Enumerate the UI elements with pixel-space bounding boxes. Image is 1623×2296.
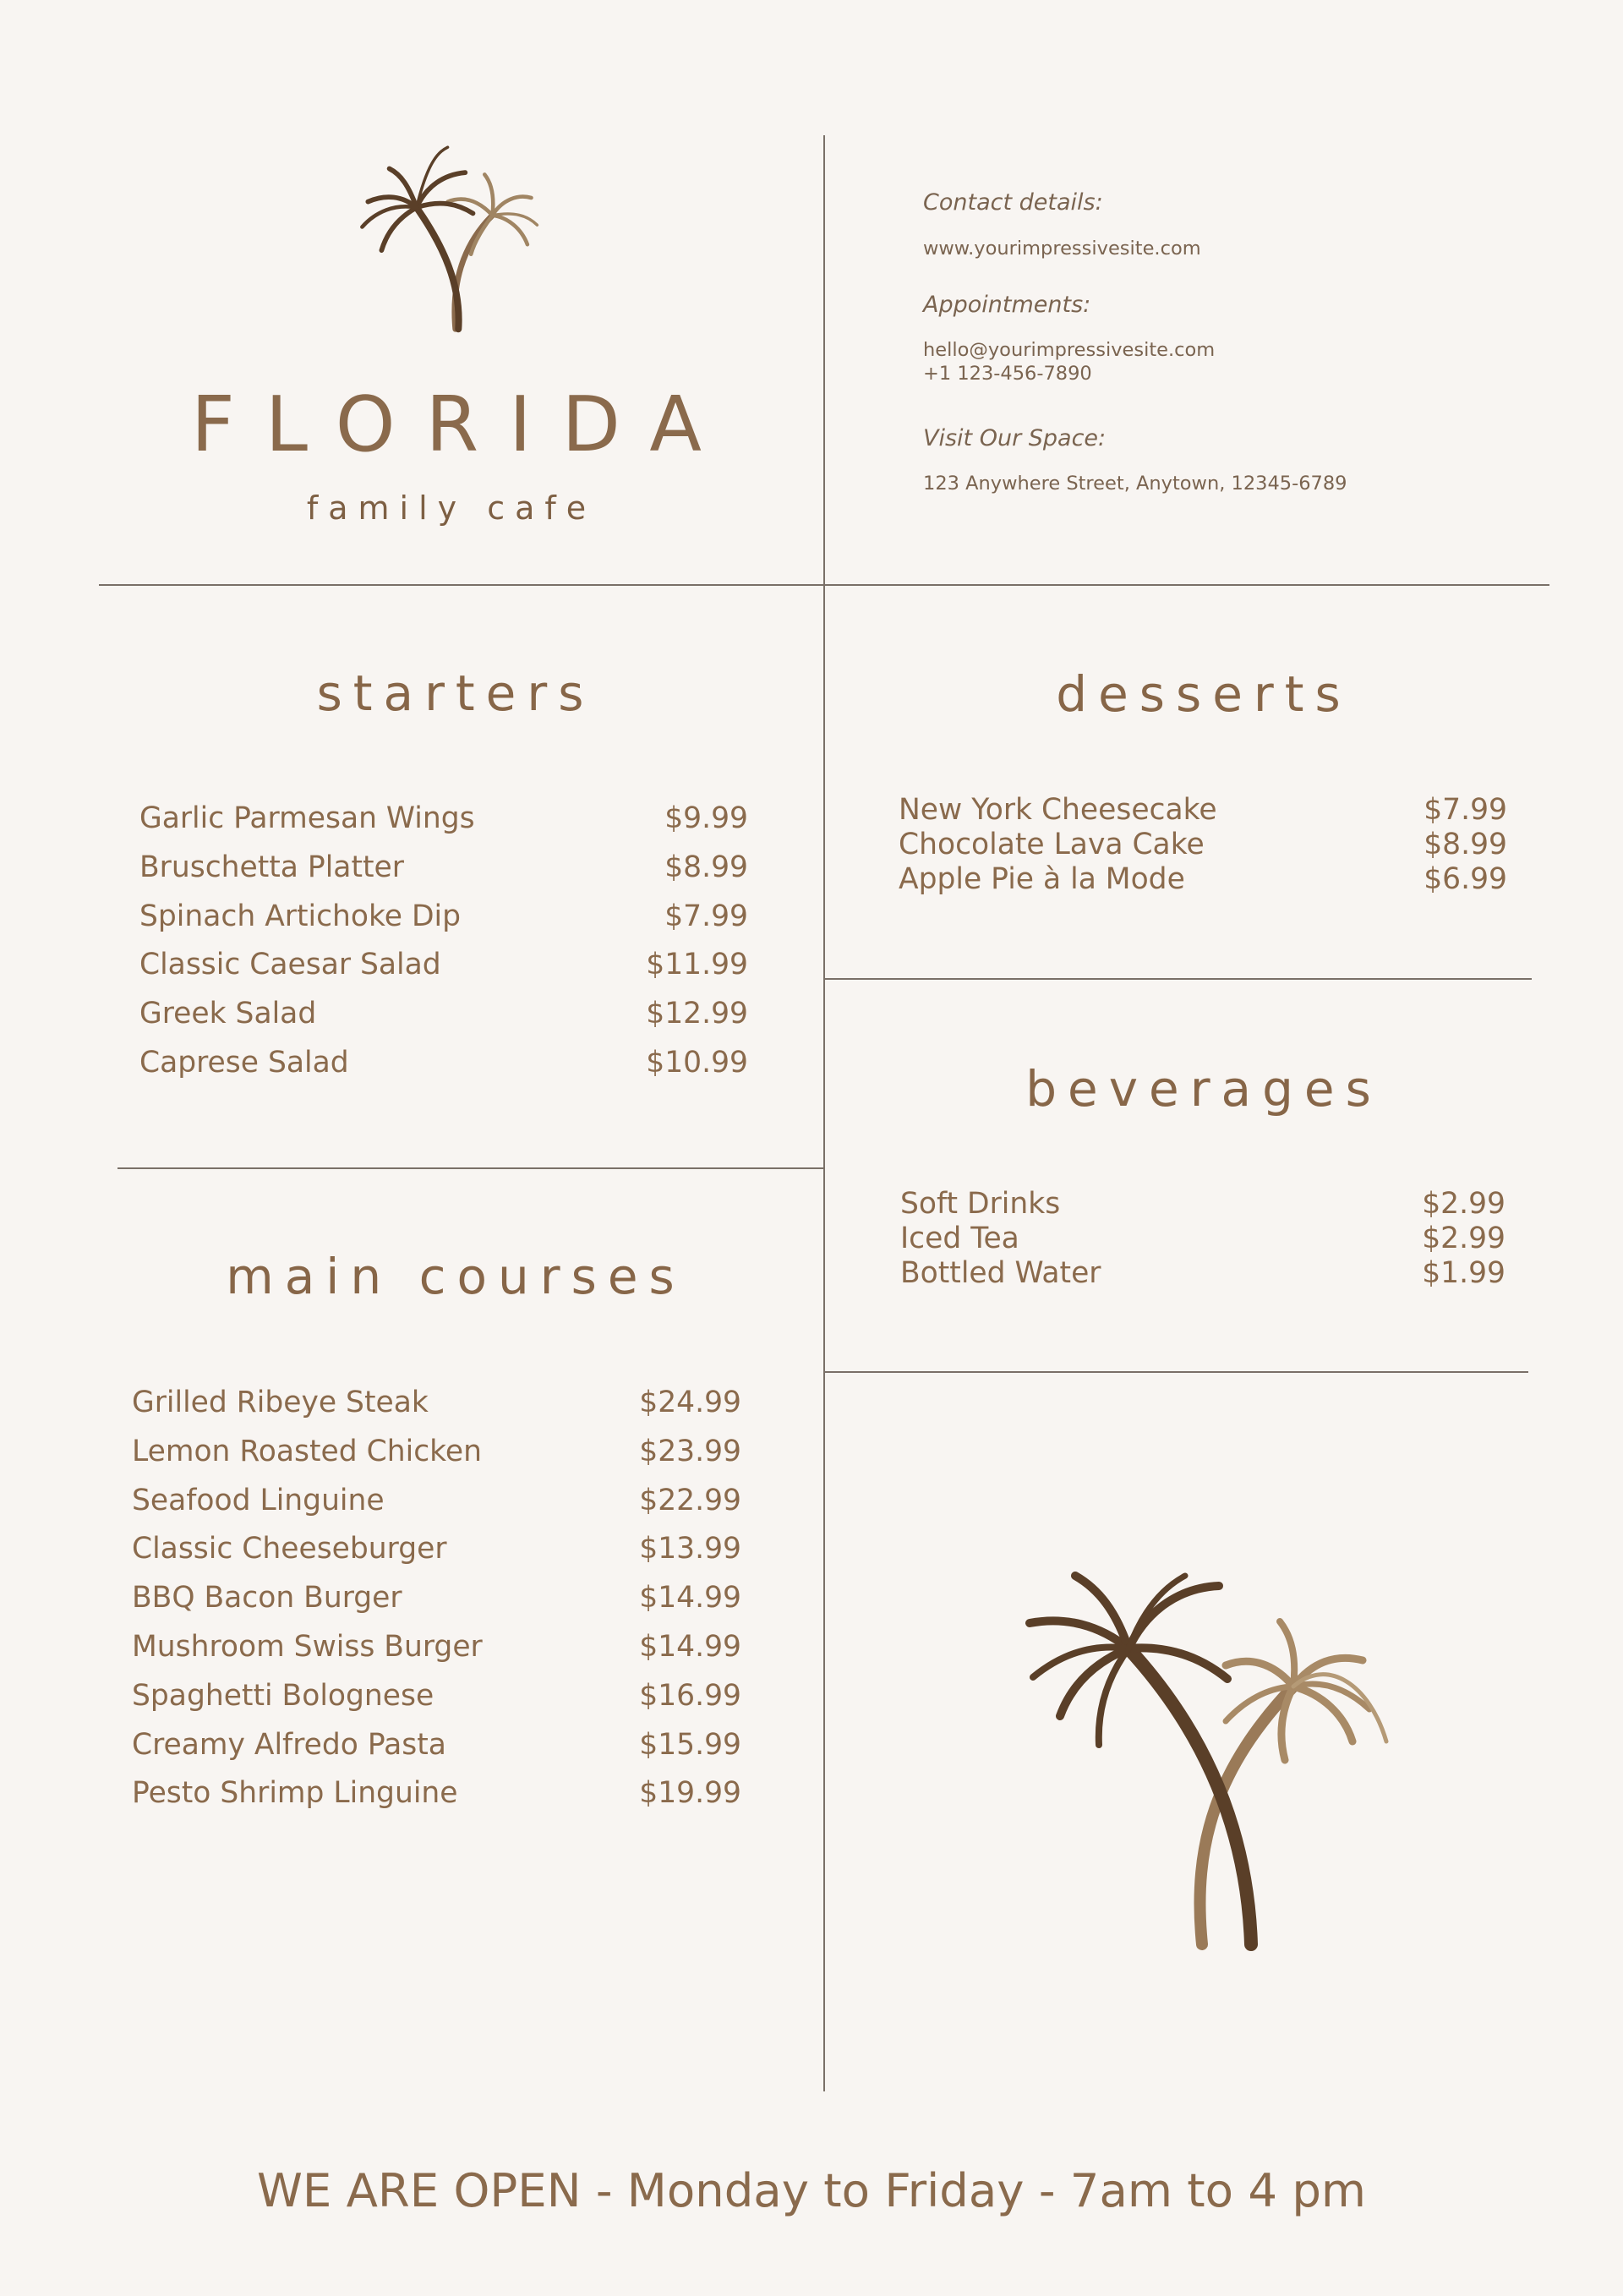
palm-trees-icon <box>347 139 541 334</box>
item-price: $10.99 <box>646 1045 748 1080</box>
menu-item <box>899 862 1507 897</box>
item-name: Bruschetta Platter <box>139 850 404 884</box>
item-price: $8.99 <box>664 850 748 884</box>
beverages-title: beverages <box>1025 1060 1382 1118</box>
email-link[interactable]: hello@yourimpressivesite.com <box>923 339 1216 361</box>
phone-number: +1 123-456-7890 <box>923 363 1092 385</box>
menu-item <box>132 1721 741 1770</box>
visit-heading: Visit Our Space: <box>923 425 1107 451</box>
item-price: $11.99 <box>646 948 748 982</box>
beverages-list <box>900 1187 1506 1291</box>
item-price: $16.99 <box>639 1678 741 1713</box>
header-divider <box>99 584 1549 586</box>
menu-item <box>899 828 1507 862</box>
menu-item <box>132 1672 741 1721</box>
desserts-divider <box>825 978 1532 980</box>
item-name: Spaghetti Bolognese <box>132 1678 434 1713</box>
website-link[interactable]: www.yourimpressivesite.com <box>923 238 1201 260</box>
item-name: Seafood Linguine <box>132 1483 385 1517</box>
item-name: Creamy Alfredo Pasta <box>132 1727 446 1762</box>
item-price: $12.99 <box>646 997 748 1031</box>
item-name: Greek Salad <box>139 997 317 1031</box>
brand-tagline: family cafe <box>306 489 597 527</box>
menu-item <box>899 793 1507 828</box>
item-price: $22.99 <box>639 1483 741 1517</box>
menu-item <box>900 1256 1506 1291</box>
item-price: $15.99 <box>639 1727 741 1762</box>
item-price: $24.99 <box>639 1386 741 1419</box>
palm-trees-illustration-icon <box>981 1488 1437 1961</box>
menu-item <box>132 1379 741 1428</box>
menu-item <box>900 1222 1506 1256</box>
item-price: $7.99 <box>664 899 748 933</box>
item-price: $13.99 <box>639 1532 741 1566</box>
desserts-list <box>899 793 1507 897</box>
item-name: Spinach Artichoke Dip <box>139 899 462 933</box>
address: 123 Anywhere Street, Anytown, 12345-6789 <box>923 473 1347 495</box>
menu-item <box>132 1525 741 1574</box>
menu-item <box>139 844 748 893</box>
item-name: Pesto Shrimp Linguine <box>132 1776 458 1811</box>
item-price: $8.99 <box>1424 828 1507 861</box>
starters-list <box>139 795 748 1088</box>
item-price: $1.99 <box>1422 1256 1506 1290</box>
starters-title: starters <box>316 664 595 722</box>
menu-item <box>132 1769 741 1818</box>
item-price: $6.99 <box>1424 862 1507 896</box>
contact-heading: Contact details: <box>923 189 1103 216</box>
item-price: $7.99 <box>1424 793 1507 827</box>
menu-item <box>132 1477 741 1526</box>
item-name: Lemon Roasted Chicken <box>132 1434 482 1468</box>
item-price: $2.99 <box>1422 1222 1506 1255</box>
item-price: $14.99 <box>639 1581 741 1615</box>
appointments-heading: Appointments: <box>923 292 1091 318</box>
menu-item <box>132 1428 741 1477</box>
item-name: Classic Cheeseburger <box>132 1532 447 1566</box>
vertical-divider <box>823 135 825 2091</box>
menu-item <box>139 893 748 942</box>
item-price: $23.99 <box>639 1434 741 1468</box>
item-name: Soft Drinks <box>900 1187 1061 1221</box>
item-name: Apple Pie à la Mode <box>899 862 1185 896</box>
beverages-divider <box>825 1371 1528 1373</box>
desserts-title: desserts <box>1056 665 1352 723</box>
brand-name: FLORIDA <box>191 380 732 469</box>
item-name: Classic Caesar Salad <box>139 948 441 982</box>
item-price: $19.99 <box>639 1776 741 1811</box>
menu-item <box>139 1039 748 1088</box>
menu-item <box>132 1623 741 1672</box>
item-name: Bottled Water <box>900 1256 1101 1290</box>
item-price: $9.99 <box>664 801 748 835</box>
item-price: $14.99 <box>639 1629 741 1664</box>
menu-item <box>139 990 748 1039</box>
starters-divider <box>117 1167 823 1169</box>
main-courses-list <box>132 1379 741 1818</box>
item-name: New York Cheesecake <box>899 793 1217 827</box>
item-name: Chocolate Lava Cake <box>899 828 1205 861</box>
menu-item <box>139 795 748 844</box>
item-name: Iced Tea <box>900 1222 1019 1255</box>
item-name: Caprese Salad <box>139 1045 349 1080</box>
menu-item <box>900 1187 1506 1222</box>
item-name: Garlic Parmesan Wings <box>139 801 475 835</box>
opening-hours: WE ARE OPEN - Monday to Friday - 7am to 4 pm <box>256 2163 1367 2217</box>
main-courses-title: main courses <box>226 1248 686 1305</box>
menu-item <box>132 1574 741 1623</box>
menu-item <box>139 941 748 990</box>
item-name: Grilled Ribeye Steak <box>132 1386 429 1419</box>
item-name: Mushroom Swiss Burger <box>132 1629 483 1664</box>
item-name: BBQ Bacon Burger <box>132 1581 402 1615</box>
item-price: $2.99 <box>1422 1187 1506 1221</box>
